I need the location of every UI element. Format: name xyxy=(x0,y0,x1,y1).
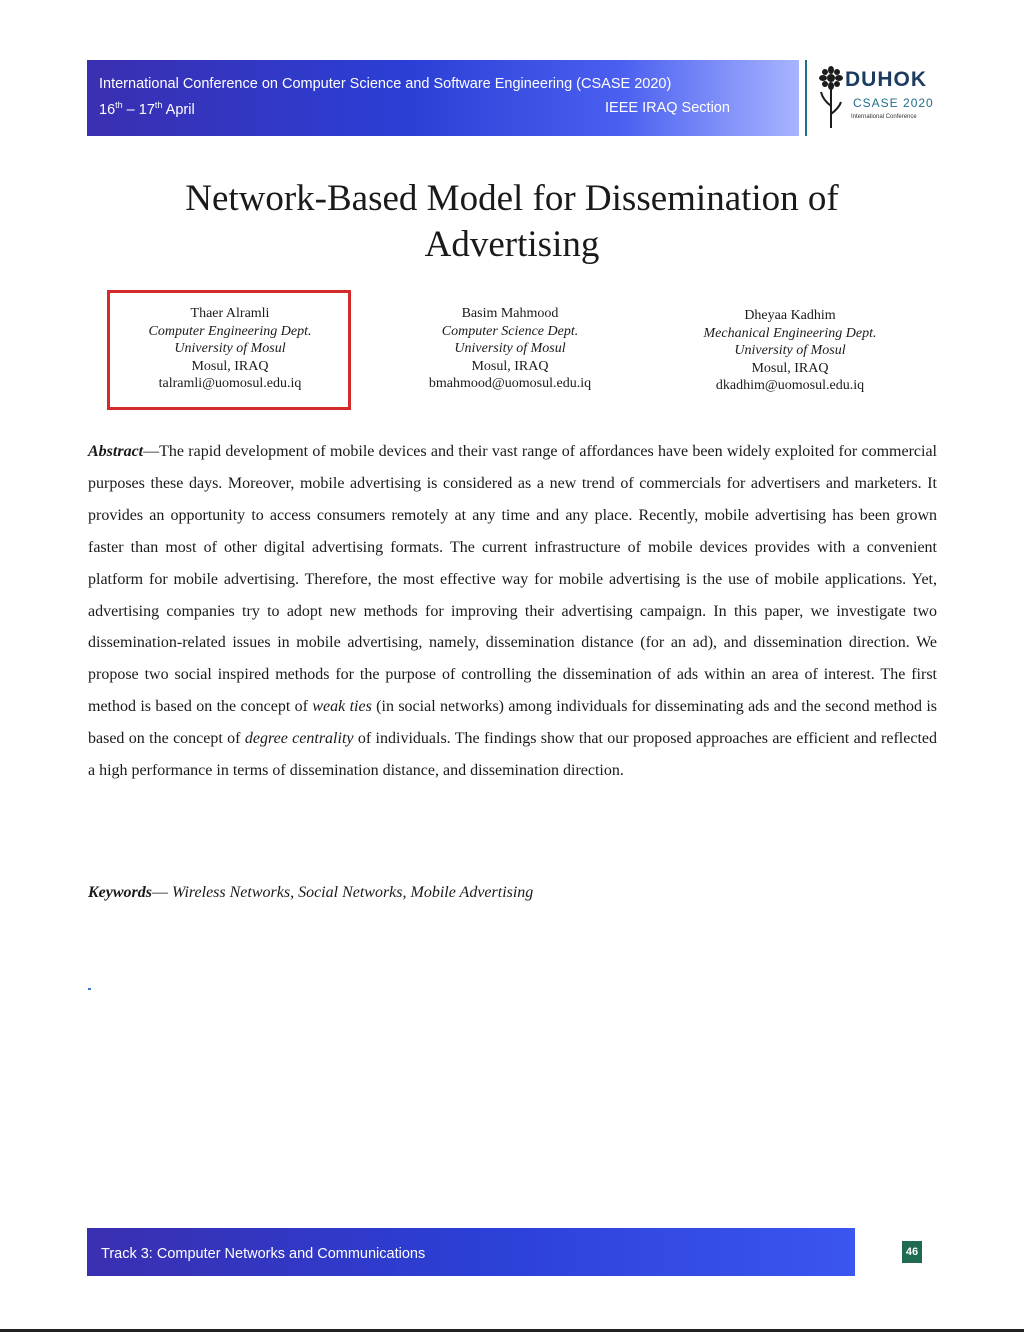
keywords-line: Keywords— Wireless Networks, Social Networks, Mobile Advertising xyxy=(88,884,534,901)
emphasis-weak-ties: weak ties xyxy=(312,698,372,716)
author-block-1 xyxy=(108,305,352,393)
author-email[interactable]: talramli@uomosul.edu.iq xyxy=(158,376,302,391)
keywords-list: Wireless Networks, Social Networks, Mobile Advertising xyxy=(172,884,534,901)
author-name: Dheyaa Kadhim xyxy=(744,308,836,323)
author-department: Computer Science Dept. xyxy=(441,323,579,339)
author-department: Computer Engineering Dept. xyxy=(148,323,312,339)
logo-subtitle: International Conference xyxy=(851,114,917,120)
author-block-3 xyxy=(680,307,900,395)
author-block-2 xyxy=(400,305,620,393)
author-location: Mosul, IRAQ xyxy=(751,360,829,376)
author-location: Mosul, IRAQ xyxy=(191,358,269,374)
logo-csase-text: CSASE 2020 xyxy=(853,96,934,110)
emphasis-degree-centrality: degree centrality xyxy=(244,730,354,748)
author-email[interactable]: bmahmood@uomosul.edu.iq xyxy=(428,376,592,391)
page-number-badge: 46 xyxy=(902,1241,922,1263)
abstract-label: Abstract xyxy=(88,443,144,460)
author-location: Mosul, IRAQ xyxy=(471,358,549,374)
author-university: University of Mosul xyxy=(734,343,846,358)
abstract-text: The rapid development of mobile devices and their vast range of affordances have been widely exploited for commercial purposes these days. Moreover, mobile advertising is considered as a new trend of commercials for advertisers and marketers. It provides an opportunity to access consumers remotely at any time and any place. Recently, mobile advertising has been grown faster than most of other digital advertising formats. The current infrastructure of mobile devices provides with a convenient platform for mobile advertising. Therefore, the most effective way for mobile advertising is the use of mobile applications. Yet, advertising companies try to adopt new methods for improving their advertising campaign. In this paper, we investigate two dissemination-related issues in mobile advertising, namely, dissemination distance (for an ad), and dissemination direction. We propose two social inspired methods for the purpose of controlling the dissemination of ads within an area of interest. The first method is based on the concept of xyxy=(88,443,937,716)
abstract-paragraph: Abstract—The rapid development of mobile devices and their vast range of affordances have been widely exploited for commercial purposes these days. Moreover, mobile advertising is considered as a new trend of commercials for advertisers and marketers. It provides an opportunity to access consumers remotely at any time and any place. Recently, mobile advertising has been grown faster than most of other digital advertising formats. The current infrastructure of mobile devices provides with a convenient platform for mobile advertising. Therefore, the most effective way for mobile advertising is the use of mobile applications. Yet, advertising companies try to adopt new methods for improving their advertising campaign. In this paper, we investigate two dissemination-related issues in mobile advertising, namely, dissemination distance (for an ad), and dissemination direction. We propose two social inspired methods for the purpose of controlling the dissemination of ads within an area of interest. The first method is based on the concept of weak ties (in social networks) among individuals for disseminating ads and the second method is based on the concept of degree centrality of individuals. The findings show that our proposed approaches are efficient and reflected a high performance in terms of dissemination distance, and dissemination direction. xyxy=(88,443,938,780)
author-department: Mechanical Engineering Dept. xyxy=(703,325,877,341)
track-footer-banner xyxy=(87,1228,855,1276)
flower-icon xyxy=(817,66,845,130)
conference-header-banner xyxy=(87,60,799,136)
paper-title: Network-Based Model for Dissemination of Advertising xyxy=(185,178,839,265)
author-university: University of Mosul xyxy=(454,341,566,356)
author-email[interactable]: dkadhim@uomosul.edu.iq xyxy=(715,378,865,393)
conference-dates: 16th – 17th April xyxy=(99,100,195,118)
author-name: Thaer Alramli xyxy=(190,306,270,321)
author-name: Basim Mahmood xyxy=(461,306,559,321)
stray-mark xyxy=(88,988,91,990)
keywords-label: Keywords xyxy=(88,884,152,901)
author-university: University of Mosul xyxy=(174,341,286,356)
logo-duhok-text: DUHOK xyxy=(845,68,927,91)
ieee-section-label: IEEE IRAQ Section xyxy=(605,100,730,116)
duhok-csase-logo xyxy=(805,60,942,136)
track-label: Track 3: Computer Networks and Communications xyxy=(101,1246,426,1262)
conference-name: International Conference on Computer Science and Software Engineering (CSASE 2020) xyxy=(99,76,672,92)
